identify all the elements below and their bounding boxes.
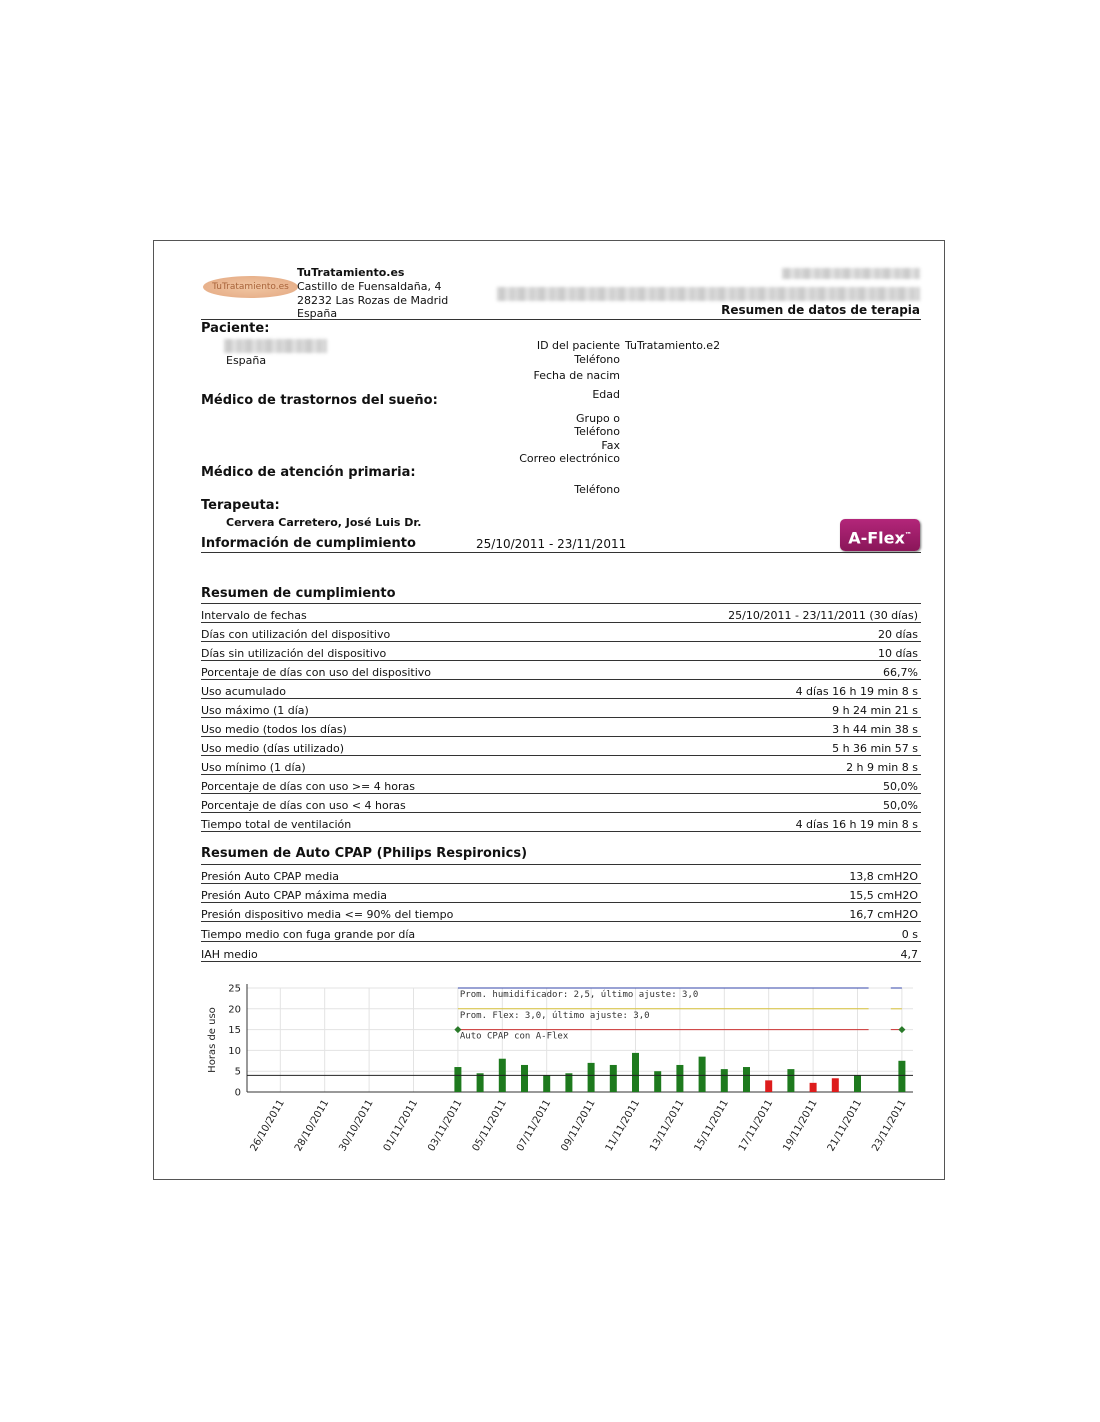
usage-bar — [721, 1069, 728, 1092]
x-tick-label: 26/10/2011 — [248, 1098, 287, 1154]
table-row — [201, 642, 921, 661]
usage-bar — [521, 1065, 528, 1092]
row-label: Uso medio (todos los días) — [201, 718, 595, 737]
x-tick-label: 13/11/2011 — [648, 1098, 687, 1154]
row-value: 16,7 cmH2O — [763, 903, 921, 922]
row-label: Uso máximo (1 día) — [201, 699, 595, 718]
y-tick-label: 10 — [228, 1045, 241, 1057]
y-axis-label: Horas de uso — [207, 1007, 218, 1073]
row-value: 50,0% — [595, 775, 921, 794]
sleep-doctor-fax-label: Fax — [601, 439, 620, 452]
y-tick-label: 25 — [228, 983, 241, 995]
usage-bar — [854, 1075, 861, 1092]
y-tick-label: 5 — [234, 1066, 241, 1078]
row-label: Porcentaje de días con uso del dispositivo — [201, 661, 595, 680]
usage-bar — [765, 1080, 772, 1092]
auto-cpap-table — [201, 864, 921, 962]
compliance-summary-table — [201, 603, 921, 832]
therapist-name: Cervera Carretero, José Luis Dr. — [226, 516, 422, 529]
row-value: 5 h 36 min 57 s — [595, 737, 921, 756]
row-label: Porcentaje de días con uso >= 4 horas — [201, 775, 595, 794]
table-row — [201, 604, 921, 623]
usage-bar — [610, 1065, 617, 1092]
y-tick-label: 15 — [228, 1025, 241, 1037]
table-row — [201, 942, 921, 962]
patient-heading: Paciente: — [201, 321, 270, 336]
patient-dob-label: Fecha de nacim — [533, 369, 620, 382]
usage-bar — [832, 1078, 839, 1092]
usage-bar — [477, 1073, 484, 1092]
sleep-doctor-heading: Médico de trastornos del sueño: — [201, 393, 438, 408]
table-row — [201, 661, 921, 680]
table-row — [201, 903, 921, 922]
table-row — [201, 699, 921, 718]
usage-hours-chart — [201, 976, 921, 1161]
x-tick-label: 07/11/2011 — [514, 1098, 554, 1154]
patient-id-label: ID del paciente — [536, 339, 620, 352]
usage-bar — [676, 1065, 683, 1092]
row-label: Días sin utilización del dispositivo — [201, 642, 595, 661]
auto-cpap-heading: Resumen de Auto CPAP (Philips Respironics) — [201, 846, 528, 861]
table-row — [201, 794, 921, 813]
therapy-report-page — [153, 240, 945, 1180]
row-value: 15,5 cmH2O — [763, 884, 921, 903]
setting-line-label: Auto CPAP con A-Flex — [459, 1031, 569, 1042]
row-label: Intervalo de fechas — [201, 604, 595, 623]
row-value: 2 h 9 min 8 s — [595, 756, 921, 775]
compliance-info-range: 25/10/2011 - 23/11/2011 — [476, 537, 627, 551]
x-tick-label: 28/10/2011 — [292, 1098, 332, 1154]
report-title: Resumen de datos de terapia — [721, 303, 920, 317]
table-row — [201, 680, 921, 699]
therapist-heading: Terapeuta: — [201, 498, 280, 513]
table-row — [201, 922, 921, 942]
usage-bar — [743, 1067, 750, 1092]
compliance-info-heading: Información de cumplimiento — [201, 536, 416, 551]
usage-bar — [565, 1073, 572, 1092]
row-value: 4,7 — [763, 942, 921, 962]
row-label: Tiempo medio con fuga grande por día — [201, 922, 763, 942]
row-label: Presión Auto CPAP media — [201, 865, 763, 884]
y-tick-label: 0 — [234, 1087, 241, 1099]
primary-doctor-phone-label: Teléfono — [574, 483, 620, 496]
redacted-patient-name — [224, 339, 327, 353]
x-tick-label: 21/11/2011 — [825, 1098, 865, 1154]
row-value: 66,7% — [595, 661, 921, 680]
table-row — [201, 775, 921, 794]
table-row — [201, 737, 921, 756]
row-value: 4 días 16 h 19 min 8 s — [595, 680, 921, 699]
patient-id-value: TuTratamiento.e2 — [625, 339, 721, 352]
company-address-line2: 28232 Las Rozas de Madrid — [297, 294, 449, 307]
table-row — [201, 865, 921, 884]
usage-bar — [654, 1071, 661, 1092]
company-logo: TuTratamiento.es — [203, 276, 298, 298]
x-tick-label: 30/10/2011 — [337, 1098, 376, 1154]
patient-phone-label: Teléfono — [574, 353, 620, 366]
table-row — [201, 884, 921, 903]
sleep-doctor-group-label: Grupo o — [576, 412, 620, 425]
a-flex-badge: A-Flex™ — [840, 519, 920, 551]
setting-line-label: Prom. Flex: 3,0, último ajuste: 3,0 — [459, 1010, 650, 1021]
usage-bar — [588, 1063, 595, 1092]
redacted-header-address — [497, 287, 920, 301]
usage-bar — [810, 1083, 817, 1092]
row-value: 50,0% — [595, 794, 921, 813]
row-label: Días con utilización del dispositivo — [201, 623, 595, 642]
row-label: Presión dispositivo media <= 90% del tiempo — [201, 903, 763, 922]
usage-bar — [787, 1069, 794, 1092]
row-value: 4 días 16 h 19 min 8 s — [595, 813, 921, 832]
row-value: 25/10/2011 - 23/11/2011 (30 días) — [595, 604, 921, 623]
x-tick-label: 09/11/2011 — [559, 1098, 598, 1154]
usage-bar — [898, 1061, 905, 1092]
row-value: 10 días — [595, 642, 921, 661]
usage-bar — [454, 1067, 461, 1092]
row-label: Uso mínimo (1 día) — [201, 756, 595, 775]
compliance-summary-heading: Resumen de cumplimiento — [201, 586, 396, 601]
table-row — [201, 718, 921, 737]
usage-bar — [632, 1053, 639, 1092]
row-label: Porcentaje de días con uso < 4 horas — [201, 794, 595, 813]
usage-bar — [699, 1057, 706, 1092]
row-label: Presión Auto CPAP máxima media — [201, 884, 763, 903]
x-tick-label: 01/11/2011 — [381, 1098, 421, 1154]
table-row — [201, 756, 921, 775]
row-value: 9 h 24 min 21 s — [595, 699, 921, 718]
patient-age-label: Edad — [592, 388, 620, 401]
row-label: Uso acumulado — [201, 680, 595, 699]
x-tick-label: 03/11/2011 — [426, 1098, 465, 1154]
sleep-doctor-email-label: Correo electrónico — [519, 452, 620, 465]
row-value: 3 h 44 min 38 s — [595, 718, 921, 737]
x-tick-label: 17/11/2011 — [736, 1098, 776, 1154]
patient-country: España — [226, 354, 267, 367]
company-address-line1: Castillo de Fuensaldaña, 4 — [297, 280, 442, 293]
usage-bar — [543, 1075, 550, 1092]
table-row — [201, 813, 921, 832]
x-tick-label: 15/11/2011 — [692, 1098, 731, 1154]
row-value: 0 s — [763, 922, 921, 942]
row-value: 20 días — [595, 623, 921, 642]
x-tick-label: 11/11/2011 — [603, 1098, 643, 1154]
x-tick-label: 05/11/2011 — [470, 1098, 509, 1154]
company-country: España — [297, 307, 338, 320]
row-value: 13,8 cmH2O — [763, 865, 921, 884]
sleep-doctor-phone-label: Teléfono — [574, 425, 620, 438]
setting-line-label: Prom. humidificador: 2,5, último ajuste: 3,0 — [459, 990, 699, 1000]
header-divider — [201, 319, 921, 320]
compliance-info-divider — [201, 552, 921, 553]
primary-doctor-heading: Médico de atención primaria: — [201, 465, 416, 480]
row-label: Uso medio (días utilizado) — [201, 737, 595, 756]
table-row — [201, 623, 921, 642]
y-tick-label: 20 — [228, 1004, 241, 1016]
setting-marker — [898, 1026, 905, 1033]
company-name: TuTratamiento.es — [297, 266, 405, 279]
x-tick-label: 23/11/2011 — [870, 1098, 909, 1154]
x-tick-label: 19/11/2011 — [781, 1098, 820, 1154]
row-label: Tiempo total de ventilación — [201, 813, 595, 832]
row-label: IAH medio — [201, 942, 763, 962]
redacted-header-name — [782, 268, 920, 279]
